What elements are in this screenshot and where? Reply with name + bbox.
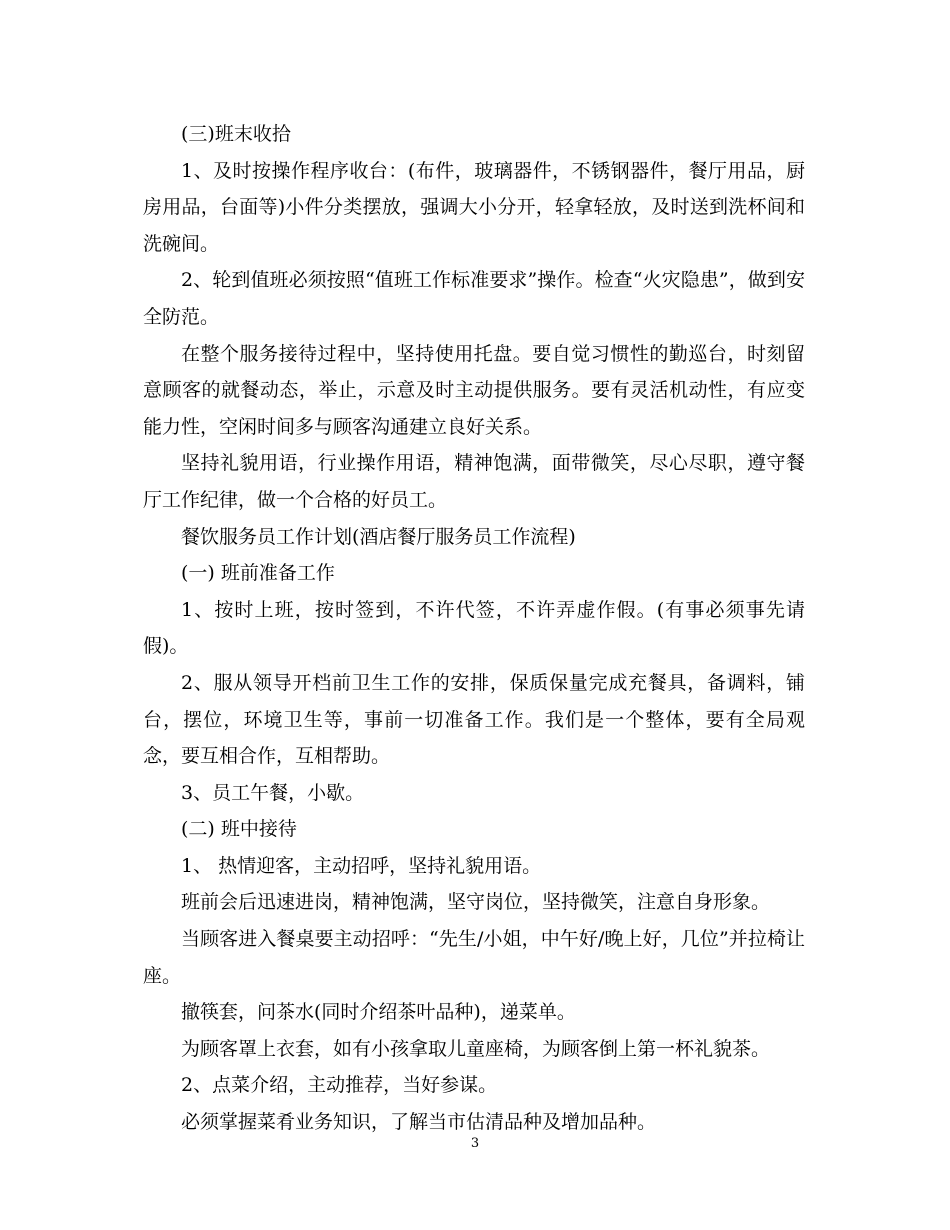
paragraph: 当顾客进入餐桌要主动招呼：“先生/小姐，中午好/晚上好，几位”并拉椅让座。	[143, 928, 805, 987]
section-heading-pre-shift: (一) 班前准备工作	[181, 562, 335, 585]
paragraph: 3、员工午餐，小歇。	[181, 781, 365, 804]
document-body	[143, 116, 805, 1141]
paragraph: 1、 热情迎客，主动招呼，坚持礼貌用语。	[181, 854, 542, 877]
document-title: 餐饮服务员工作计划(酒店餐厅服务员工作流程)	[181, 525, 576, 548]
paragraph: 1、按时上班，按时签到，不许代签，不许弄虚作假。(有事必须事先请假)。	[143, 598, 805, 658]
paragraph: 1、及时按操作程序收台：(布件，玻璃器件，不锈钢器件，餐厅用品，厨房用品，台面等)小件分类摆放，强调大小分开，轻拿轻放，及时送到洗杯间和洗碗间。	[143, 159, 805, 255]
section-heading-mid-shift: (二) 班中接待	[181, 818, 297, 841]
paragraph: 2、服从领导开档前卫生工作的安排，保质保量完成充餐具，备调料，铺台，摆位，环境卫生等，事前一切准备工作。我们是一个整体，要有全局观念，要互相合作，互相帮助。	[143, 671, 805, 768]
paragraph: 必须掌握菜肴业务知识，了解当市估清品种及增加品种。	[181, 1111, 657, 1134]
page-number: 3	[470, 1136, 480, 1151]
paragraph: 在整个服务接待过程中，坚持使用托盘。要自觉习惯性的勤巡台，时刻留意顾客的就餐动态，举止，示意及时主动提供服务。要有灵活机动性，有应变能力性，空闲时间多与顾客沟通建立良好关系。	[143, 342, 805, 438]
paragraph: 撤筷套，问茶水(同时介绍茶叶品种)，递菜单。	[181, 1001, 576, 1024]
paragraph: 坚持礼貌用语，行业操作用语，精神饱满，面带微笑，尽心尽职，遵守餐厅工作纪律，做一个合格的好员工。	[143, 452, 805, 511]
paragraph: 为顾客罩上衣套，如有小孩拿取儿童座椅，为顾客倒上第一杯礼貌茶。	[181, 1037, 771, 1060]
paragraph: 班前会后迅速进岗，精神饱满，坚守岗位，坚持微笑，注意自身形象。	[181, 891, 771, 914]
paragraph: 2、轮到值班必须按照“值班工作标准要求”操作。检查“火灾隐患”，做到安全防范。	[143, 269, 805, 328]
section-heading-end-of-shift: (三)班末收拾	[181, 123, 291, 145]
paragraph: 2、点菜介绍，主动推荐，当好参谋。	[181, 1074, 498, 1097]
